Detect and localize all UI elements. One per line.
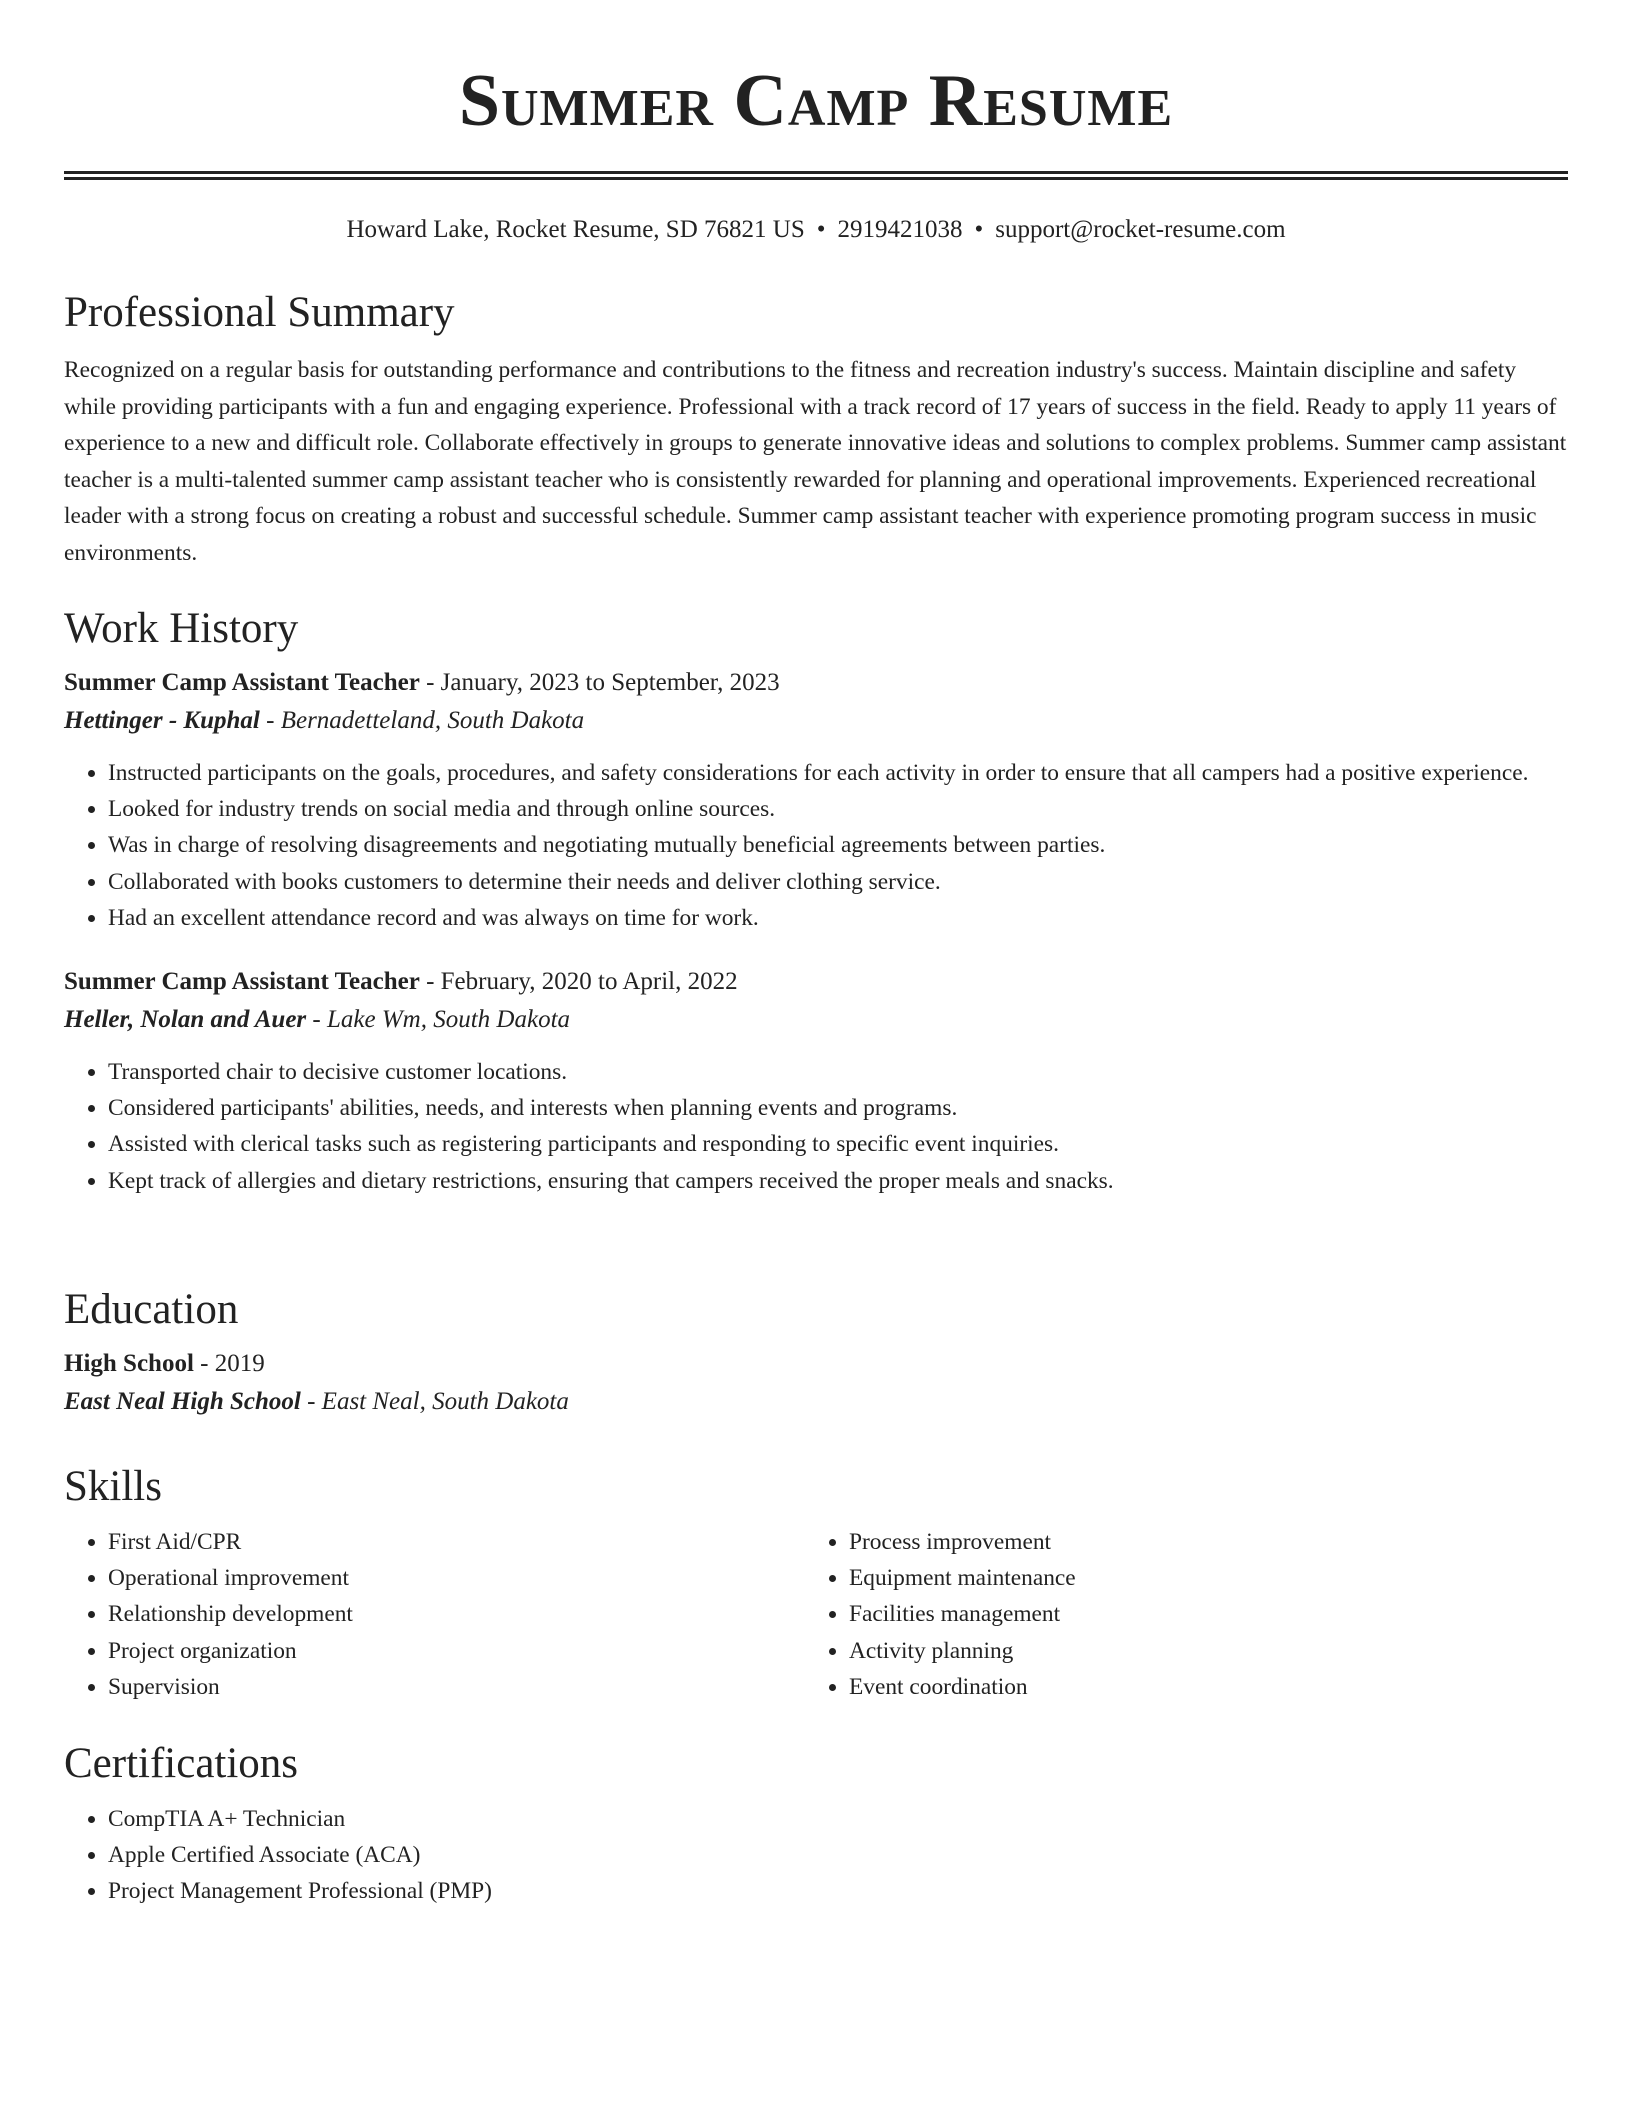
list-item: • Project organization bbox=[108, 1633, 805, 1669]
job-bullets bbox=[64, 755, 1568, 936]
job-dates: - January, 2023 to September, 2023 bbox=[419, 669, 780, 696]
list-item: • Collaborated with books customers to determine their needs and deliver clothing service. bbox=[108, 864, 1568, 900]
job-bullets bbox=[64, 1054, 1568, 1199]
job-title: Summer Camp Assistant Teacher bbox=[64, 669, 420, 696]
certifications-heading: Certifications bbox=[64, 1740, 299, 1787]
resume-title: Summer Camp Resume bbox=[458, 60, 1174, 142]
list-item: • Apple Certified Associate (ACA) bbox=[108, 1837, 1568, 1873]
skills-columns bbox=[64, 1524, 1568, 1705]
job-dates: - February, 2020 to April, 2022 bbox=[419, 968, 738, 996]
contact-address: Howard Lake, Rocket Resume, SD 76821 US bbox=[346, 216, 805, 243]
skills-heading: Skills bbox=[64, 1463, 162, 1510]
contact-email: support@rocket-resume.com bbox=[995, 216, 1286, 243]
employer-location: - Lake Wm, South Dakota bbox=[306, 1006, 571, 1034]
list-item: • Event coordination bbox=[849, 1669, 1546, 1705]
list-item: • Relationship development bbox=[108, 1596, 805, 1632]
contact-phone: 2919421038 bbox=[837, 216, 963, 243]
list-item: • Project Management Professional (PMP) bbox=[108, 1873, 1568, 1909]
education-section bbox=[64, 1283, 1568, 1421]
list-item: • Transported chair to decisive customer locations. bbox=[108, 1054, 1568, 1090]
degree: High School bbox=[64, 1350, 194, 1377]
certifications-list bbox=[64, 1801, 1568, 1910]
skills-right-column bbox=[805, 1524, 1546, 1705]
job-title-line bbox=[64, 664, 1568, 702]
summary-heading: Professional Summary bbox=[64, 289, 455, 336]
education-heading: Education bbox=[64, 1286, 239, 1333]
list-item: • Facilities management bbox=[849, 1596, 1546, 1632]
list-item: • CompTIA A+ Technician bbox=[108, 1801, 1568, 1837]
school-name: East Neal High School bbox=[64, 1388, 301, 1415]
list-item: • Operational improvement bbox=[108, 1560, 805, 1596]
summary-section bbox=[64, 286, 1568, 571]
list-item: • Kept track of allergies and dietary restrictions, ensuring that campers received the proper meals and snacks. bbox=[108, 1163, 1568, 1199]
job-entry bbox=[64, 664, 1568, 936]
list-item: • Assisted with clerical tasks such as registering participants and responding to specific event inquiries. bbox=[108, 1126, 1568, 1162]
title-double-rule bbox=[64, 171, 1568, 180]
employer-line bbox=[64, 702, 1568, 740]
certifications-section bbox=[64, 1737, 1568, 1910]
employer-line bbox=[64, 1001, 1568, 1039]
employer-name: Heller, Nolan and Auer bbox=[64, 1006, 307, 1034]
skills-section bbox=[64, 1460, 1568, 1705]
skills-left-column bbox=[64, 1524, 805, 1705]
degree-line bbox=[64, 1345, 1568, 1383]
list-item: • First Aid/CPR bbox=[108, 1524, 805, 1560]
contact-separator: • bbox=[816, 216, 826, 243]
list-item: • Activity planning bbox=[849, 1633, 1546, 1669]
list-item: • Process improvement bbox=[849, 1524, 1546, 1560]
list-item: • Looked for industry trends on social media and through online sources. bbox=[108, 791, 1568, 827]
contact-separator: • bbox=[974, 216, 984, 243]
employer-location: - Bernadetteland, South Dakota bbox=[259, 707, 585, 734]
work-history-section bbox=[64, 602, 1568, 1199]
employer-name: Hettinger - Kuphal bbox=[64, 707, 260, 734]
list-item: • Supervision bbox=[108, 1669, 805, 1705]
list-item: • Was in charge of resolving disagreements and negotiating mutually beneficial agreements between parties. bbox=[108, 827, 1568, 863]
education-entry bbox=[64, 1345, 1568, 1421]
graduation-year: - 2019 bbox=[193, 1350, 265, 1377]
school-line bbox=[64, 1383, 1568, 1421]
list-item: • Had an excellent attendance record and was always on time for work. bbox=[108, 900, 1568, 936]
contact-line bbox=[64, 214, 1568, 246]
summary-text: Recognized on a regular basis for outstanding performance and contributions to the fitness and recreation industry's success. Maintain discipline and safety while providing participants with a fun and engaging experience. Professional with a track record of 17 years of success in the field. Ready to apply 11 years of experience to a new and difficult role. Collaborate effectively in groups to generate innovative ideas and solutions to complex problems. Summer camp assistant teacher is a multi-talented summer camp assistant teacher who is consistently rewarded for planning and operational improvements. Experienced recreational leader with a strong focus on creating a robust and successful schedule. Summer camp assistant teacher with experience promoting program success in music environments. bbox=[64, 357, 1567, 566]
list-item: • Considered participants' abilities, needs, and interests when planning events and programs. bbox=[108, 1090, 1568, 1126]
school-location: - East Neal, South Dakota bbox=[300, 1388, 569, 1415]
work-history-heading: Work History bbox=[64, 605, 299, 652]
list-item: • Instructed participants on the goals, procedures, and safety considerations for each activity in order to ensure that all campers had a positive experience. bbox=[108, 755, 1568, 791]
job-title-line bbox=[64, 963, 1568, 1001]
list-item: • Equipment maintenance bbox=[849, 1560, 1546, 1596]
job-title: Summer Camp Assistant Teacher bbox=[64, 968, 420, 996]
job-entry bbox=[64, 963, 1568, 1199]
